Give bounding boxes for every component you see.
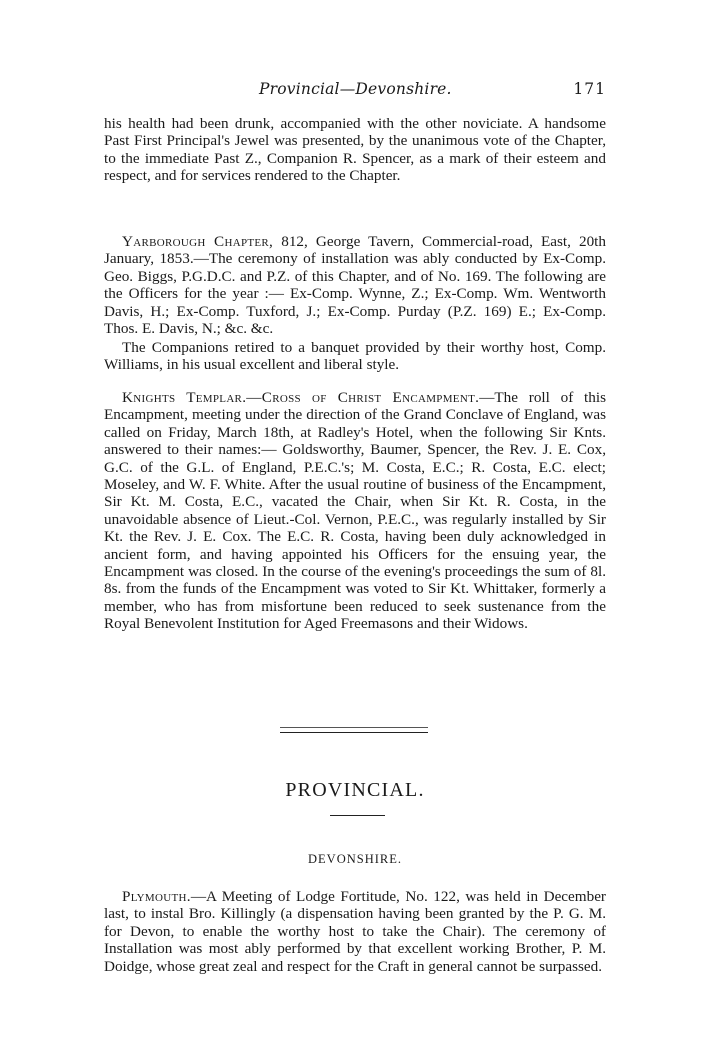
paragraph-lead: Yarborough Chapter, bbox=[122, 233, 274, 250]
section-title-rule bbox=[330, 815, 385, 816]
paragraph-text: —A Meeting of Lodge Fortitude, No. 122, was held in December last, to instal Bro. Killingly (a dispensation having been granted by the P. G. M. for Devon, to enable the worthy host to take the Chair). The ceremony of Installation was most ably performed by that excellent working Brother, P. M. Doidge, whose great zeal and respect for the Craft in general cannot be surpassed. bbox=[104, 888, 606, 975]
paragraph-lead: Knights Templar.—Cross of Christ Encampment. bbox=[122, 389, 480, 406]
section-divider-ornament bbox=[280, 727, 428, 733]
subsection-title: DEVONSHIRE. bbox=[308, 852, 402, 866]
page-number: 171 bbox=[573, 80, 606, 98]
paragraph-text: —The roll of this Encampment, meeting under the direction of the Grand Conclave of England, was called on Friday, March 18th, at Radley's Hotel, when the following Sir Knts. answered to their names:— Goldsworthy, Baumer, Spencer, the Rev. J. E. Cox, G.C. of the G.L. of England, P.E.C.'s; M. Costa, E.C.; R. Costa, E.C. elect; Moseley, and W. F. White. After the usual routine of business of the Encampment, Sir Kt. M. Costa, E.C., vacated the Chair, when Sir Kt. R. Costa, in the unavoidable absence of Lieut.-Col. Vernon, P.E.C., was regularly installed by Sir Kt. the Rev. J. E. Cox. The E.C. R. Costa, having been duly acknowledged in ancient form, and having appointed his Officers for the ensuing year, the Encampment was closed. In the course of the evening's proceedings the sum of 8l. 8s. from the funds of the Encampment was voted to Sir Kt. Whittaker, formerly a member, who has from misfortune been reduced to seek sustenance from the Royal Benevolent Institution for Aged Freemasons and their Widows. bbox=[104, 389, 606, 633]
paragraph-chapter-jewel bbox=[104, 115, 606, 185]
document-page bbox=[104, 0, 606, 1037]
paragraph-knights-templar bbox=[104, 389, 606, 633]
paragraph-banquet bbox=[104, 339, 606, 374]
paragraph-plymouth bbox=[104, 888, 606, 975]
paragraph-lead: Plymouth. bbox=[122, 888, 191, 905]
running-head bbox=[104, 80, 606, 102]
paragraph-yarborough-chapter bbox=[104, 233, 606, 337]
paragraph-text: 812, George Tavern, Commercial-road, East, 20th January, 1853.—The ceremony of installation was ably conducted by Ex-Comp. Geo. Biggs, P.G.D.C. and P.Z. of this Chapter, and of No. 169. The following are the Officers for the year :— Ex-Comp. Wynne, Z.; Ex-Comp. Wm. Wentworth Davis, H.; Ex-Comp. Tuxford, J.; Ex-Comp. Purday (P.Z. 169) E.; Ex-Comp. Thos. E. Davis, N.; &c. &c. bbox=[104, 233, 606, 338]
running-title: Provincial—Devonshire. bbox=[259, 80, 452, 98]
paragraph-text: his health had been drunk, accompanied with the other noviciate. A handsome Past First Principal's Jewel was presented, by the unanimous vote of the Chapter, to the immediate Past Z., Companion R. Spencer, as a mark of their esteem and respect, and for services rendered to the Chapter. bbox=[104, 115, 606, 185]
paragraph-text: The Companions retired to a banquet provided by their worthy host, Comp. Williams, in his usual excellent and liberal style. bbox=[104, 339, 606, 374]
section-title: PROVINCIAL. bbox=[285, 779, 425, 801]
